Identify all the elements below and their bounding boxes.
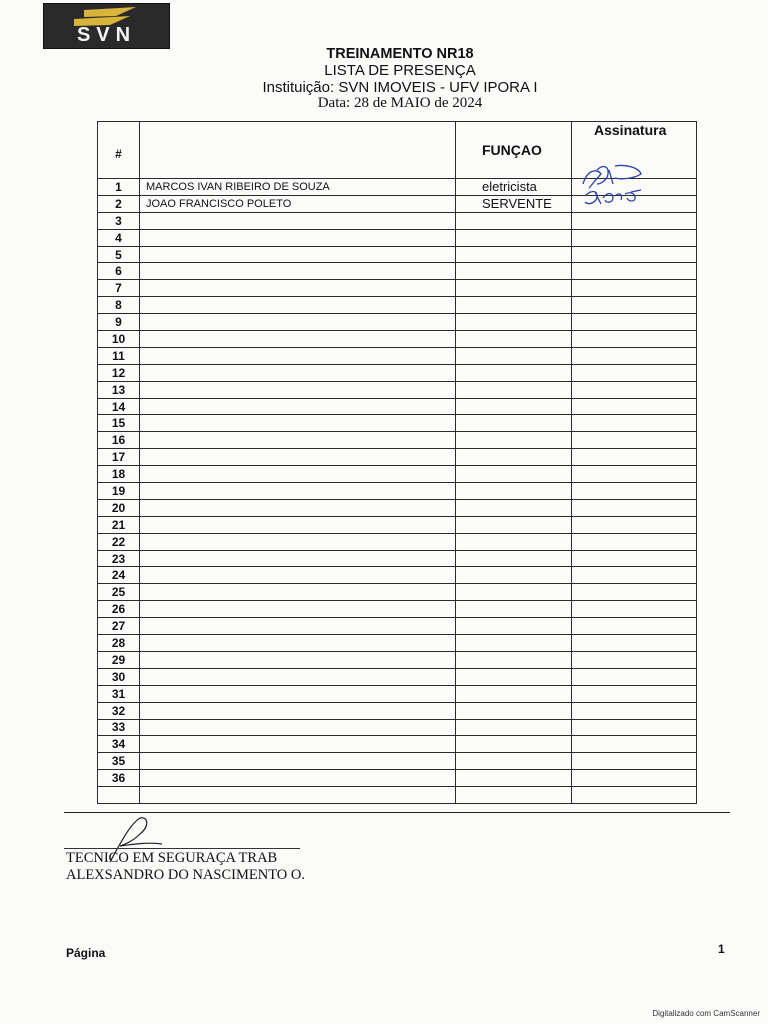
participant-function bbox=[456, 601, 572, 618]
participant-name bbox=[140, 432, 456, 449]
participant-function bbox=[456, 787, 572, 804]
table-row bbox=[98, 499, 697, 516]
participant-name bbox=[140, 685, 456, 702]
signature-cell bbox=[572, 466, 697, 483]
row-number: 21 bbox=[98, 516, 140, 533]
participant-function bbox=[456, 702, 572, 719]
participant-function bbox=[456, 719, 572, 736]
participant-function bbox=[456, 685, 572, 702]
participant-name bbox=[140, 381, 456, 398]
row-number: 13 bbox=[98, 381, 140, 398]
participant-name bbox=[140, 567, 456, 584]
participant-function bbox=[456, 516, 572, 533]
signature-cell bbox=[572, 246, 697, 263]
table-row bbox=[98, 651, 697, 668]
row-number: 25 bbox=[98, 584, 140, 601]
participant-name bbox=[140, 668, 456, 685]
table-row bbox=[98, 736, 697, 753]
attendance-table bbox=[97, 121, 697, 804]
signature-cell bbox=[572, 567, 697, 584]
signature-cell bbox=[572, 618, 697, 635]
signature-cell bbox=[572, 263, 697, 280]
date-line: Data: 28 de MAIO de 2024 bbox=[317, 95, 483, 111]
signature-cell bbox=[572, 432, 697, 449]
participant-function bbox=[456, 364, 572, 381]
table-row bbox=[98, 347, 697, 364]
table-row bbox=[98, 246, 697, 263]
table-row bbox=[98, 668, 697, 685]
signature-cell bbox=[572, 212, 697, 229]
participant-name bbox=[140, 736, 456, 753]
table-row bbox=[98, 635, 697, 652]
participant-name bbox=[140, 364, 456, 381]
participant-name bbox=[140, 398, 456, 415]
participant-function bbox=[456, 753, 572, 770]
participant-function bbox=[456, 415, 572, 432]
participant-name bbox=[140, 618, 456, 635]
row-number: 24 bbox=[98, 567, 140, 584]
row-number: 8 bbox=[98, 297, 140, 314]
table-row bbox=[98, 449, 697, 466]
participant-name bbox=[140, 263, 456, 280]
signature-cell bbox=[572, 280, 697, 297]
row-number: 2 bbox=[98, 195, 140, 212]
document-subtitle: LISTA DE PRESENÇA bbox=[324, 62, 476, 79]
row-number: 6 bbox=[98, 263, 140, 280]
signature-cell bbox=[572, 685, 697, 702]
row-number: 22 bbox=[98, 533, 140, 550]
participant-function bbox=[456, 499, 572, 516]
row-number: 9 bbox=[98, 314, 140, 331]
signature-cell bbox=[572, 736, 697, 753]
row-number: 32 bbox=[98, 702, 140, 719]
table-row bbox=[98, 280, 697, 297]
participant-function bbox=[456, 212, 572, 229]
signature-cell bbox=[572, 719, 697, 736]
table-row bbox=[98, 601, 697, 618]
participant-function: SERVENTE bbox=[456, 195, 572, 212]
svn-logo bbox=[43, 3, 170, 49]
row-number: 28 bbox=[98, 635, 140, 652]
participant-function bbox=[456, 280, 572, 297]
signature-cell bbox=[572, 331, 697, 348]
signature-cell bbox=[572, 499, 697, 516]
participant-function bbox=[456, 736, 572, 753]
row-number: 19 bbox=[98, 483, 140, 500]
row-number: 27 bbox=[98, 618, 140, 635]
row-number: 4 bbox=[98, 229, 140, 246]
participant-function bbox=[456, 432, 572, 449]
table-row bbox=[98, 229, 697, 246]
signature-cell bbox=[572, 314, 697, 331]
signature-cell bbox=[572, 533, 697, 550]
participant-function bbox=[456, 449, 572, 466]
participant-function bbox=[456, 466, 572, 483]
table-row bbox=[98, 550, 697, 567]
signature-cell bbox=[572, 550, 697, 567]
page-label: Página bbox=[66, 946, 106, 960]
table-row bbox=[98, 753, 697, 770]
table-row bbox=[98, 381, 697, 398]
row-number: 5 bbox=[98, 246, 140, 263]
scanner-watermark: Digitalizado com CamScanner bbox=[652, 1009, 760, 1018]
participant-name bbox=[140, 533, 456, 550]
signature-cell bbox=[572, 415, 697, 432]
signature-cell bbox=[572, 753, 697, 770]
participant-name bbox=[140, 601, 456, 618]
column-header-number: # bbox=[98, 122, 140, 179]
participant-name bbox=[140, 753, 456, 770]
row-number: 15 bbox=[98, 415, 140, 432]
participant-name bbox=[140, 787, 456, 804]
signature-cell bbox=[572, 702, 697, 719]
row-number: 20 bbox=[98, 499, 140, 516]
participant-function bbox=[456, 263, 572, 280]
signature-cell bbox=[572, 449, 697, 466]
row-number: 35 bbox=[98, 753, 140, 770]
row-number: 1 bbox=[98, 179, 140, 196]
table-row bbox=[98, 770, 697, 787]
signature-cell bbox=[572, 787, 697, 804]
table-row bbox=[98, 685, 697, 702]
participant-function bbox=[456, 483, 572, 500]
table-row bbox=[98, 297, 697, 314]
row-number: 31 bbox=[98, 685, 140, 702]
signature-cell bbox=[572, 229, 697, 246]
row-number: 14 bbox=[98, 398, 140, 415]
row-number: 23 bbox=[98, 550, 140, 567]
participant-name bbox=[140, 415, 456, 432]
signature-cell bbox=[572, 483, 697, 500]
signature-line bbox=[64, 848, 300, 849]
handwritten-signatures bbox=[575, 160, 655, 210]
participant-function bbox=[456, 297, 572, 314]
row-number: 26 bbox=[98, 601, 140, 618]
institution-line: Instituição: SVN IMOVEIS - UFV IPORA I bbox=[262, 79, 538, 96]
participant-name bbox=[140, 719, 456, 736]
participant-function bbox=[456, 347, 572, 364]
row-number: 30 bbox=[98, 668, 140, 685]
row-number: 36 bbox=[98, 770, 140, 787]
table-row bbox=[98, 483, 697, 500]
participant-name bbox=[140, 297, 456, 314]
table-row bbox=[98, 263, 697, 280]
participant-name bbox=[140, 212, 456, 229]
row-number: 18 bbox=[98, 466, 140, 483]
participant-name bbox=[140, 314, 456, 331]
participant-function bbox=[456, 550, 572, 567]
signature-cell bbox=[572, 398, 697, 415]
participant-function bbox=[456, 618, 572, 635]
participant-name bbox=[140, 229, 456, 246]
table-row bbox=[98, 533, 697, 550]
signature-cell bbox=[572, 347, 697, 364]
participant-function bbox=[456, 584, 572, 601]
participant-name bbox=[140, 516, 456, 533]
row-number: 29 bbox=[98, 651, 140, 668]
signature-cell bbox=[572, 668, 697, 685]
participant-function bbox=[456, 533, 572, 550]
participant-function: eletricista bbox=[456, 179, 572, 196]
participant-name bbox=[140, 280, 456, 297]
table-row bbox=[98, 702, 697, 719]
row-number: 34 bbox=[98, 736, 140, 753]
table-row bbox=[98, 584, 697, 601]
participant-name bbox=[140, 702, 456, 719]
footer-divider bbox=[64, 812, 730, 813]
signature-cell bbox=[572, 651, 697, 668]
row-number: 17 bbox=[98, 449, 140, 466]
page-number: 1 bbox=[718, 942, 725, 956]
participant-name bbox=[140, 449, 456, 466]
table-row bbox=[98, 466, 697, 483]
row-number: 7 bbox=[98, 280, 140, 297]
table-row bbox=[98, 212, 697, 229]
signature-cell bbox=[572, 364, 697, 381]
column-header-name bbox=[140, 122, 456, 179]
participant-function bbox=[456, 246, 572, 263]
table-row bbox=[98, 516, 697, 533]
participant-function bbox=[456, 314, 572, 331]
row-number: 3 bbox=[98, 212, 140, 229]
technician-title: TECNICO EM SEGURAÇA TRAB bbox=[66, 850, 278, 866]
participant-name: MARCOS IVAN RIBEIRO DE SOUZA bbox=[140, 179, 456, 196]
participant-function bbox=[456, 635, 572, 652]
logo-text: SVN bbox=[76, 24, 137, 46]
table-row bbox=[98, 787, 697, 804]
row-number: 12 bbox=[98, 364, 140, 381]
participant-function bbox=[456, 331, 572, 348]
row-number: 11 bbox=[98, 347, 140, 364]
participant-name bbox=[140, 635, 456, 652]
participant-name bbox=[140, 331, 456, 348]
participant-name bbox=[140, 770, 456, 787]
participant-function bbox=[456, 567, 572, 584]
table-row bbox=[98, 364, 697, 381]
table-row bbox=[98, 719, 697, 736]
table-row bbox=[98, 398, 697, 415]
participant-name bbox=[140, 499, 456, 516]
table-row bbox=[98, 415, 697, 432]
column-header-funcao: FUNÇAO bbox=[456, 122, 572, 179]
technician-name: ALEXSANDRO DO NASCIMENTO O. bbox=[66, 867, 305, 883]
table-row bbox=[98, 314, 697, 331]
participant-name bbox=[140, 246, 456, 263]
participant-name: JOAO FRANCISCO POLETO bbox=[140, 195, 456, 212]
table-row bbox=[98, 331, 697, 348]
participant-name bbox=[140, 347, 456, 364]
row-number: 10 bbox=[98, 331, 140, 348]
participant-name bbox=[140, 483, 456, 500]
signature-cell bbox=[572, 516, 697, 533]
signature-cell bbox=[572, 584, 697, 601]
participant-function bbox=[456, 398, 572, 415]
signature-cell bbox=[572, 381, 697, 398]
document-title: TREINAMENTO NR18 bbox=[326, 46, 474, 62]
participant-function bbox=[456, 770, 572, 787]
participant-function bbox=[456, 651, 572, 668]
row-number: 33 bbox=[98, 719, 140, 736]
participant-name bbox=[140, 584, 456, 601]
column-header-assinatura: Assinatura bbox=[572, 122, 697, 179]
signature-cell bbox=[572, 770, 697, 787]
participant-name bbox=[140, 550, 456, 567]
participant-name bbox=[140, 466, 456, 483]
participant-function bbox=[456, 668, 572, 685]
signature-cell bbox=[572, 297, 697, 314]
participant-function bbox=[456, 381, 572, 398]
participant-name bbox=[140, 651, 456, 668]
signature-cell bbox=[572, 601, 697, 618]
table-row bbox=[98, 618, 697, 635]
participant-function bbox=[456, 229, 572, 246]
table-row bbox=[98, 432, 697, 449]
row-number bbox=[98, 787, 140, 804]
table-row bbox=[98, 567, 697, 584]
signature-cell bbox=[572, 635, 697, 652]
row-number: 16 bbox=[98, 432, 140, 449]
